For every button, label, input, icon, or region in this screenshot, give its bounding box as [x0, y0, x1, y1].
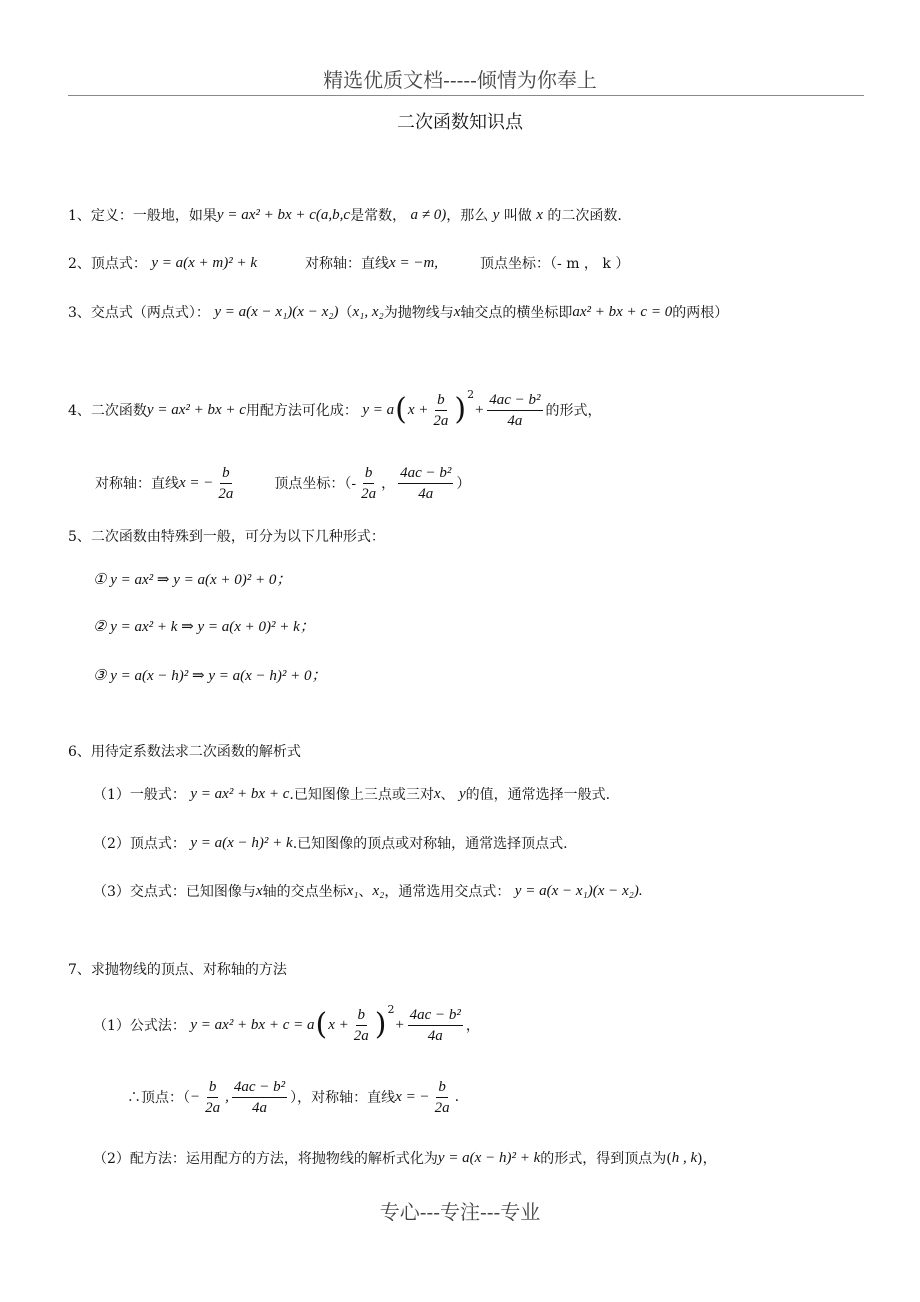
item-3-eq: y = a(x − x₁)(x − x₂) — [214, 303, 339, 320]
item-6-s2-eq: y = a(x − h)² + k — [190, 834, 293, 851]
item-4-axis-lhs: x = − — [179, 474, 214, 491]
item-4-lhs: y = a — [362, 401, 395, 418]
item-7-heading — [68, 951, 287, 987]
left-paren: ( — [315, 1007, 328, 1042]
fraction-den: 2a — [205, 1099, 221, 1116]
item-6-s3-mid2: ，通常选用交点式： — [384, 884, 511, 900]
item-6-s3-x1: x₁ — [346, 882, 359, 899]
item-3-desc3: 的两根） — [672, 305, 729, 321]
item-4-x-plus: x + — [407, 401, 429, 418]
item-3-pre: 3、交点式（两点式）： — [68, 305, 210, 321]
item-7-plus: + — [394, 1016, 405, 1033]
item-7-comma: ， — [465, 1018, 480, 1034]
item-6-s1-pre: （1）一般式： — [93, 787, 186, 803]
fraction-num: b — [207, 1078, 219, 1098]
item-6-s3-sep: 、 — [358, 884, 373, 900]
square-exponent: 2 — [467, 387, 475, 401]
item-6-s1-eq: y = ax² + bx + c — [190, 785, 290, 802]
item-6-s3-x: x — [255, 882, 263, 899]
item-1-definition — [68, 197, 622, 233]
item-4-post: 的形式， — [545, 403, 602, 419]
item-4-eq: y = ax² + bx + c — [146, 401, 246, 418]
item-7-s2-eq: y = a(x − h)² + k — [437, 1149, 541, 1166]
header-rule — [68, 95, 864, 96]
fraction-den: 2a — [361, 485, 377, 502]
fraction-num: 4ac − b² — [232, 1078, 287, 1098]
fraction-b-over-2a — [359, 464, 378, 503]
item-7-s2-hk: h , k — [671, 1149, 698, 1166]
fraction-num: 4ac − b² — [487, 391, 542, 411]
item-5-forms-intro — [68, 518, 385, 554]
item-7-sep: , — [225, 1088, 229, 1105]
fraction-num: 4ac − b² — [398, 464, 453, 484]
item-1-eq: y = ax² + bx + c(a,b,c — [216, 206, 351, 223]
fraction-discriminant — [487, 391, 542, 430]
item-6-s1-x: x — [433, 785, 441, 802]
item-1-cond: a ≠ 0) — [410, 206, 447, 223]
item-1-mid: 是常数， — [350, 208, 407, 224]
fraction-discriminant — [398, 464, 453, 503]
item-6-s3-pre: （3）交点式：已知图像与 — [93, 884, 256, 900]
item-7-s2-mid: 的形式，得到顶点为( — [540, 1151, 672, 1167]
item-4-vertex-label: 顶点坐标：（- — [274, 476, 357, 492]
fraction-den: 4a — [507, 412, 523, 429]
item-3-eq2: ax² + bx + c = 0 — [572, 303, 673, 320]
item-1-post: ，那么 — [446, 208, 489, 224]
item-7-formula-method — [93, 1000, 480, 1050]
item-5-f2: ② y = ax² + k ⇒ y = a(x + 0)² + k； — [93, 618, 315, 635]
item-2-vertex-form — [68, 245, 629, 281]
item-6-s1-sep: 、 — [440, 787, 455, 803]
item-5-text: 5、二次函数由特殊到一般，可分为以下几种形式： — [68, 529, 385, 545]
fraction-discriminant — [232, 1078, 287, 1117]
item-7-s1-lhs: y = ax² + bx + c = a — [190, 1016, 315, 1033]
item-6-s2-pre: （2）顶点式： — [93, 836, 186, 852]
item-2-axis-eq: x = −m, — [389, 254, 439, 271]
right-paren: ) — [454, 392, 467, 427]
item-6-s2-post: .已知图像的顶点或对称轴，通常选择顶点式. — [292, 836, 568, 852]
fraction-num: b — [220, 464, 232, 484]
item-6-intercept-form — [93, 873, 643, 909]
item-1-y: y — [492, 206, 500, 223]
item-5-form-2 — [93, 607, 315, 643]
item-4-mid: 用配方法可化成： — [245, 403, 358, 419]
fraction-num: b — [435, 391, 447, 411]
fraction-den: 2a — [433, 412, 449, 429]
item-7-s2-post: )， — [697, 1151, 717, 1167]
fraction-den: 4a — [418, 485, 434, 502]
fraction-b-over-2a — [431, 391, 450, 430]
item-6-vertex-form — [93, 825, 568, 861]
item-4-axis-vertex — [95, 460, 470, 506]
item-5-f1: ① y = ax² ⇒ y = a(x + 0)² + 0； — [93, 571, 292, 588]
item-3-desc2: 轴交点的横坐标即 — [460, 305, 573, 321]
page-title: 二次函数知识点 — [397, 112, 523, 133]
item-7-therefore: ∴顶点：（ — [127, 1090, 190, 1106]
item-6-s3-x2: x₂ — [372, 882, 385, 899]
item-7-s2-pre: （2）配方法：运用配方的方法，将抛物线的解析式化为 — [93, 1151, 438, 1167]
fraction-den: 2a — [434, 1099, 450, 1116]
item-1-x: x — [536, 206, 543, 223]
item-7-x-plus: x + — [328, 1016, 349, 1033]
item-4-comma: ， — [381, 476, 396, 492]
item-7-neg: − — [190, 1088, 201, 1105]
item-7-text: 7、求抛物线的顶点、对称轴的方法 — [68, 962, 287, 978]
fraction-b-over-2a — [216, 464, 235, 503]
item-4-plus: + — [474, 401, 485, 418]
square-exponent: 2 — [387, 1002, 395, 1016]
item-7-close: ），对称轴：直线 — [290, 1090, 396, 1106]
item-1-post3: 的二次函数. — [547, 208, 622, 224]
item-3-roots: x₁, x₂ — [352, 303, 384, 320]
item-3-x: x — [453, 303, 461, 320]
right-paren: ) — [374, 1007, 387, 1042]
fraction-b-over-2a — [352, 1006, 371, 1045]
item-7-dot: . — [454, 1089, 460, 1105]
page-footer: 专心---专注---专业 — [379, 1200, 541, 1224]
item-2-vertex-label: 顶点坐标：（- m ， k ） — [480, 256, 630, 272]
item-4-axis-label: 对称轴：直线 — [95, 476, 179, 492]
item-1-post2: 叫做 — [503, 208, 532, 224]
item-4-pre: 4、二次函数 — [68, 403, 147, 419]
item-3-intercept-form — [68, 294, 728, 330]
item-2-pre: 2、顶点式： — [68, 256, 147, 272]
item-3-desc: 为抛物线与 — [383, 305, 454, 321]
item-2-eq: y = a(x + m)² + k — [151, 254, 258, 271]
item-1-pre: 1、定义：一般地，如果 — [68, 208, 217, 224]
item-5-f3: ③ y = a(x − h)² ⇒ y = a(x − h)² + 0； — [93, 667, 327, 684]
item-5-form-3 — [93, 656, 326, 692]
item-4-completing-square — [68, 385, 602, 435]
item-6-s1-post2: 的值，通常选择一般式. — [465, 787, 611, 803]
fraction-b-over-2a — [203, 1078, 222, 1117]
item-6-text: 6、用待定系数法求二次函数的解析式 — [68, 744, 301, 760]
item-7-vertex-axis — [127, 1074, 459, 1120]
item-6-s1-y: y — [458, 785, 466, 802]
item-5-form-1 — [93, 560, 291, 596]
item-7-axis-lhs: x = − — [395, 1088, 430, 1105]
fraction-discriminant — [408, 1006, 463, 1045]
fraction-den: 4a — [252, 1099, 268, 1116]
fraction-num: b — [363, 464, 375, 484]
item-2-axis-label: 对称轴：直线 — [305, 256, 390, 272]
fraction-num: b — [436, 1078, 448, 1098]
item-7-completing-square-method — [93, 1140, 717, 1176]
fraction-num: b — [356, 1006, 368, 1026]
fraction-den: 2a — [218, 485, 234, 502]
item-6-s3-mid: 轴的交点坐标 — [262, 884, 347, 900]
item-4-close: ） — [456, 476, 471, 492]
item-6-s3-eq: y = a(x − x₁)(x − x₂). — [514, 882, 643, 899]
item-3-paren: （ — [338, 305, 353, 321]
left-paren: ( — [395, 392, 407, 427]
fraction-b-over-2a — [433, 1078, 452, 1117]
fraction-num: 4ac − b² — [408, 1006, 463, 1026]
item-6-s1-post: .已知图像上三点或三对 — [289, 787, 434, 803]
item-6-heading — [68, 733, 301, 769]
item-6-general-form — [93, 776, 610, 812]
fraction-den: 4a — [427, 1027, 443, 1044]
page-header: 精选优质文档-----倾情为你奉上 — [323, 68, 597, 92]
item-7-s1-pre: （1）公式法： — [93, 1018, 186, 1034]
fraction-den: 2a — [353, 1027, 369, 1044]
